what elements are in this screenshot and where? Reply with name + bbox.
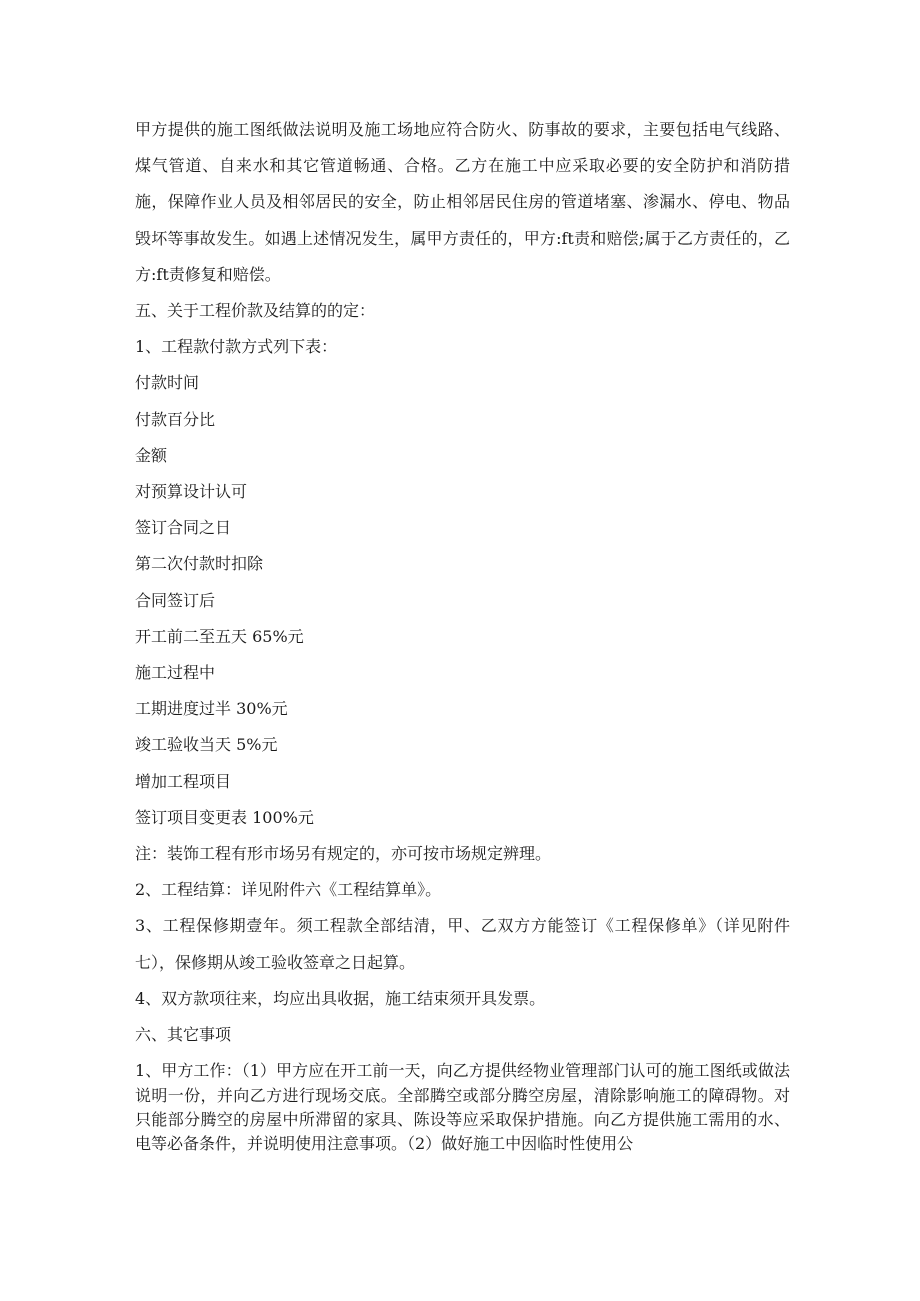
section-heading-other-matters: 六、其它事项 <box>135 1025 232 1045</box>
paragraph-safety-requirements: 甲方提供的施工图纸做法说明及施工场地应符合防火、防事故的要求，主要包括电气线路、煤气管道、自来水和其它管道畅通、合格。乙方在施工中应采取必要的安全防护和消防措施，保障作业人员及相邻居民的安全，防止相邻居民住房的管道堵塞、渗漏水、停电、物品毁坏等事故发生。如遇上述情况发生，属甲方责任的，甲方:ft责和赔偿;属于乙方责任的，乙方:ft责修复和赔偿。 <box>135 120 790 284</box>
table-cell-second-payment-deduction: 第二次付款时扣除 <box>135 554 264 574</box>
paragraph-payment-method: 1、工程款付款方式列下表： <box>135 337 338 357</box>
paragraph-warranty: 3、工程保修期壹年。须工程款全部结清，甲、乙双方方能签订《工程保修单》（详见附件七），保修期从竣工验收签章之日起算。 <box>135 916 790 972</box>
paragraph-receipts: 4、双方款项往来，均应出具收据，施工结束须开具发票。 <box>135 988 546 1008</box>
table-cell-completion-day: 竣工验收当天 5%元 <box>135 735 278 755</box>
table-cell-contract-signing-day: 签订合同之日 <box>135 518 232 538</box>
table-cell-additional-items: 增加工程项目 <box>135 771 232 791</box>
table-cell-change-form: 签订项目变更表 100%元 <box>135 807 314 827</box>
table-cell-amount-header: 金额 <box>135 445 168 465</box>
table-cell-payment-time-header: 付款时间 <box>135 373 200 393</box>
paragraph-note: 注：装饰工程有形市场另有规定的，亦可按市场规定辨理。 <box>135 844 552 864</box>
table-cell-halfway-progress: 工期进度过半 30%元 <box>135 699 288 719</box>
paragraph-settlement: 2、工程结算：详见附件六《工程结算单》。 <box>135 880 442 900</box>
table-cell-budget-approval: 对预算设计认可 <box>135 482 248 502</box>
section-heading-payment: 五、关于工程价款及结算的的定： <box>135 301 376 321</box>
table-cell-after-contract: 合同签订后 <box>135 590 216 610</box>
table-cell-payment-percent-header: 付款百分比 <box>135 409 216 429</box>
table-cell-during-construction: 施工过程中 <box>135 663 216 683</box>
paragraph-party-a-duties: 1、甲方工作：（1）甲方应在开工前一天，向乙方提供经物业管理部门认可的施工图纸或做法说明一份，并向乙方进行现场交底。全部腾空或部分腾空房屋，清除影响施工的障碍物。对只能部分腾空的房屋中所滞留的家具、陈设等应采取保护措施。向乙方提供施工需用的水、电等必备条件，并说明使用注意事项。（2）做好施工中因临时性使用公 <box>135 1061 790 1154</box>
table-cell-before-start: 开工前二至五天 65%元 <box>135 626 304 646</box>
document-body <box>135 112 790 1156</box>
